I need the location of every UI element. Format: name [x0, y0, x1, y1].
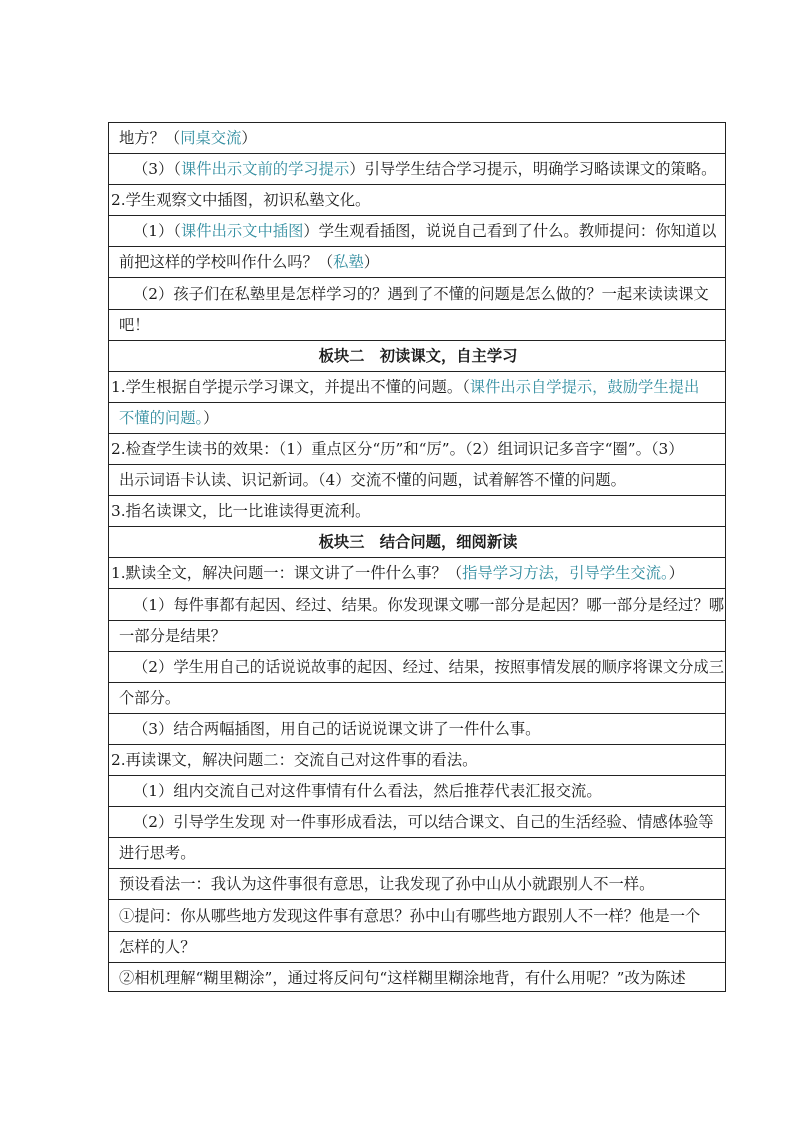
table-row	[109, 496, 726, 527]
lesson-plan-table	[108, 122, 726, 992]
text-run: 进行思考。	[119, 844, 196, 863]
table-row	[109, 123, 726, 154]
text-run: 个部分。	[119, 688, 181, 707]
text-line	[109, 185, 726, 216]
table-row	[109, 185, 726, 216]
table-row	[109, 279, 726, 310]
table-row	[109, 310, 726, 341]
text-run: 预设看法一：我认为这件事很有意思，让我发现了孙中山从小就跟别人不一样。	[119, 875, 655, 894]
text-line	[109, 807, 726, 838]
text-line	[109, 932, 726, 963]
text-run: 1.学生根据自学提示学习课文，并提出不懂的问题。（	[111, 377, 470, 396]
table-row	[109, 963, 726, 992]
text-line	[109, 776, 726, 807]
table-row	[109, 465, 726, 496]
table-row	[109, 714, 726, 745]
text-run: 前把这样的学校叫作什么吗？（	[119, 253, 334, 272]
table-row	[109, 901, 726, 932]
text-run: ①提问：你从哪些地方发现这件事有意思？孙中山有哪些地方跟别人不一样？他是一个	[119, 906, 701, 925]
text-line	[109, 434, 726, 465]
table-row	[109, 776, 726, 807]
text-line	[109, 838, 726, 869]
table-row	[109, 154, 726, 185]
text-line	[109, 558, 726, 589]
text-run: （1）（	[133, 222, 181, 241]
courseware-note: 课件出示文前的学习提示	[180, 160, 350, 179]
table-row	[109, 652, 726, 683]
courseware-note: 不懂的问题。	[119, 408, 204, 427]
table-row	[109, 372, 726, 403]
section-heading	[109, 527, 726, 558]
table-row	[109, 216, 726, 247]
text-line	[109, 279, 726, 310]
text-line	[109, 621, 726, 652]
table-row	[109, 403, 726, 434]
text-run: 出示词语卡认读、识记新词。（4）交流不懂的问题，试着解答不懂的问题。	[119, 471, 626, 490]
text-line	[109, 652, 726, 683]
courseware-note: 课件出示文中插图	[180, 222, 304, 241]
text-run: （2）学生用自己的话说说故事的起因、经过、结果，按照事情发展的顺序将课文分成三	[133, 657, 725, 676]
text-run: ）	[363, 253, 380, 272]
text-line	[109, 745, 726, 776]
section-heading-row	[109, 527, 726, 558]
courseware-note: 指导学习方法，引导学生交流。	[462, 564, 669, 583]
table-row	[109, 683, 726, 714]
text-run: 板块二 初读课文，自主学习	[318, 346, 518, 365]
text-run: 一部分是结果？	[119, 626, 227, 645]
text-run: （1）每件事都有起因、经过、结果。你发现课文哪一部分是起因？哪一部分是经过？哪	[133, 595, 725, 614]
courseware-note: 课件出示自学提示，鼓励学生提出	[469, 377, 700, 396]
text-line	[109, 154, 726, 185]
text-line	[109, 590, 726, 621]
text-run: （3）（	[133, 160, 181, 179]
table-row	[109, 247, 726, 278]
text-line	[109, 372, 726, 403]
text-line	[109, 465, 726, 496]
text-line	[109, 714, 726, 745]
text-run: （3）结合两幅插图，用自己的话说说课文讲了一件什么事。	[133, 719, 541, 738]
table-row	[109, 807, 726, 838]
text-run: ）学生观看插图，说说自己看到了什么。教师提问：你知道以	[303, 222, 717, 241]
text-run: 1.默读全文，解决问题一：课文讲了一件什么事？（	[111, 564, 463, 583]
text-run: ）	[203, 408, 219, 427]
table-row	[109, 745, 726, 776]
text-run: 3.指名读课文，比一比谁读得更流利。	[111, 502, 371, 521]
text-run: 吧！	[119, 315, 150, 334]
section-heading	[109, 341, 726, 372]
table-row	[109, 932, 726, 963]
text-line	[109, 496, 726, 527]
text-line	[109, 683, 726, 714]
text-run: 板块三 结合问题，细阅新读	[318, 533, 518, 552]
courseware-note: 私塾	[333, 253, 364, 272]
table-row	[109, 434, 726, 465]
text-run: 2.再读课文，解决问题二：交流自己对这件事的看法。	[111, 751, 478, 769]
text-line	[109, 963, 726, 992]
text-run: ）引导学生结合学习提示，明确学习略读课文的策略。	[349, 160, 717, 179]
courseware-note: 同桌交流	[180, 129, 242, 147]
text-run: 2.学生观察文中插图，初识私塾文化。	[111, 191, 371, 210]
text-line	[109, 123, 726, 154]
text-line	[109, 403, 726, 434]
text-run: ）	[241, 129, 257, 147]
text-run: （2）孩子们在私塾里是怎样学习的？遇到了不懂的问题是怎么做的？一起来读读课文	[133, 284, 709, 303]
table-row	[109, 558, 726, 589]
text-line	[109, 310, 726, 341]
text-run: ②相机理解“糊里糊涂”，通过将反问句“这样糊里糊涂地背，有什么用呢？”改为陈述	[119, 968, 686, 987]
section-heading-row	[109, 341, 726, 372]
text-run: （1）组内交流自己对这件事情有什么看法，然后推荐代表汇报交流。	[133, 782, 602, 801]
text-line	[109, 869, 726, 900]
text-run: ）	[668, 564, 684, 583]
text-run: 2.检查学生读书的效果：（1）重点区分“历”和“厉”。（2）组词识记多音字“圈”。（3）	[111, 440, 684, 458]
text-run: （2）引导学生发现 对一件事形成看法，可以结合课文、自己的生活经验、情感体验等	[133, 813, 714, 832]
text-run: 地方？（	[119, 129, 181, 147]
table-row	[109, 590, 726, 621]
table-row	[109, 869, 726, 900]
table-row	[109, 621, 726, 652]
text-line	[109, 216, 726, 247]
text-line	[109, 901, 726, 932]
text-run: 怎样的人？	[119, 937, 196, 956]
text-line	[109, 247, 726, 278]
table-row	[109, 838, 726, 869]
